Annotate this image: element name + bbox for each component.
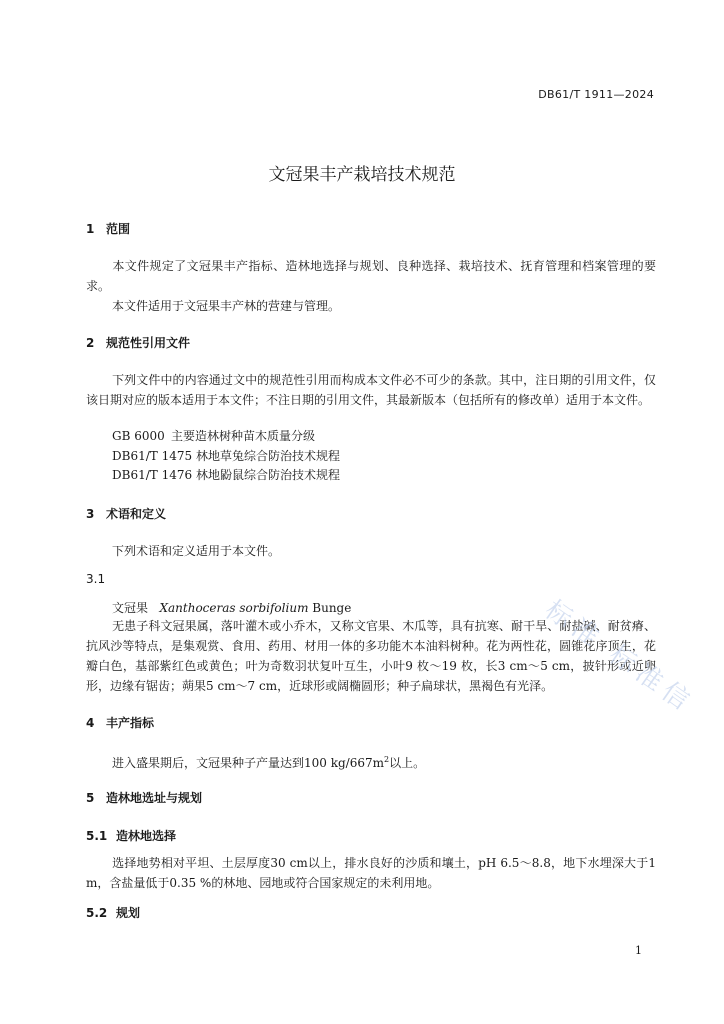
section-title: 造林地选择 <box>116 829 177 843</box>
standard-code: DB61/T 1911—2024 <box>538 88 654 101</box>
reference-title: 主要造林树种苗木质量分级 <box>171 429 316 443</box>
paragraph-text: 进入盛果期后，文冠果种子产量达到100 kg/667m <box>112 756 384 770</box>
watermark: 标准 标准信 <box>539 594 700 720</box>
section-4-heading <box>86 714 154 731</box>
paragraph-text: 下列文件中的内容通过文中的规范性引用而构成本文件必不可少的条款。其中，注日期的引用文件，仅该日期对应的版本适用于本文件；不注日期的引用文件，其最新版本（包括所有的修改单）适用于本文件。 <box>86 373 656 407</box>
section-4-paragraph-1 <box>86 750 656 773</box>
paragraph-text: 下列术语和定义适用于本文件。 <box>112 544 281 558</box>
subsection-5-1-heading <box>86 827 176 844</box>
page-number: 1 <box>635 944 642 957</box>
page-title: 文冠果丰产栽培技术规范 <box>268 165 456 185</box>
term-author: Bunge <box>312 601 352 615</box>
section-number: 3 <box>86 507 95 521</box>
section-1-paragraph-1 <box>86 256 656 296</box>
paragraph-text: 以上。 <box>389 756 426 770</box>
reference-item <box>112 428 315 444</box>
term-entry <box>112 600 351 616</box>
paragraph-text: 选择地势相对平坦、土层厚度30 cm以上，排水良好的沙质和壤土，pH 6.5～8.8，地下水埋深大于1 m，含盐量低于0.35 %的林地、园地或符合国家规定的未利用地。 <box>86 856 656 890</box>
section-number: 2 <box>86 336 95 350</box>
section-title: 规范性引用文件 <box>106 336 191 350</box>
section-2-paragraph-1 <box>86 370 656 410</box>
term-latin-name: Xanthoceras sorbifolium <box>159 601 309 615</box>
subsection-5-1-paragraph-1 <box>86 853 656 893</box>
reference-item <box>112 448 340 464</box>
section-3-paragraph-1 <box>86 541 656 561</box>
section-title: 范围 <box>106 222 131 236</box>
reference-code: DB61/T 1476 <box>112 468 193 482</box>
section-number: 4 <box>86 716 95 730</box>
paragraph-text: 本文件规定了文冠果丰产指标、造林地选择与规划、良种选择、栽培技术、抚育管理和档案管理的要求。 <box>86 259 656 293</box>
section-1-paragraph-2 <box>86 296 656 316</box>
section-title: 丰产指标 <box>106 716 155 730</box>
section-number: 5.1 <box>86 829 108 843</box>
section-title: 造林地选址与规划 <box>106 791 203 805</box>
section-5-heading <box>86 789 202 806</box>
reference-item <box>112 467 340 483</box>
paragraph-text: 本文件适用于文冠果丰产林的营建与管理。 <box>112 299 341 313</box>
reference-code: GB 6000 <box>112 429 165 443</box>
term-chinese: 文冠果 <box>112 601 149 615</box>
section-number: 5.2 <box>86 906 108 920</box>
section-number: 5 <box>86 791 95 805</box>
section-title: 规划 <box>116 906 141 920</box>
section-3-heading <box>86 505 166 522</box>
subsection-3-1-number: 3.1 <box>86 572 106 586</box>
subsection-5-2-heading <box>86 904 140 921</box>
section-number: 1 <box>86 222 95 236</box>
reference-code: DB61/T 1475 <box>112 449 193 463</box>
reference-title: 林地草兔综合防治技术规程 <box>196 449 341 463</box>
reference-title: 林地鼢鼠综合防治技术规程 <box>196 468 341 482</box>
paragraph-text: 无患子科文冠果属，落叶灌木或小乔木，又称文官果、木瓜等，具有抗寒、耐干旱、耐盐碱、耐贫瘠、抗风沙等特点，是集观赏、食用、药用、材用一体的多功能木本油料树种。花为两性花，圆锥花序顶生，花瓣白色，基部紫红色或黄色；叶为奇数羽状复叶互生，小叶9 枚～19 枚，长3 cm～5 cm，披针形或近卵形，边缘有锯齿；蒴果5 cm～7 cm，近球形或阔椭圆形；种子扁球状，黑褐色有光泽。 <box>86 619 656 693</box>
superscript: 2 <box>384 755 390 764</box>
section-title: 术语和定义 <box>106 507 167 521</box>
section-1-heading <box>86 220 130 237</box>
section-2-heading <box>86 334 190 351</box>
